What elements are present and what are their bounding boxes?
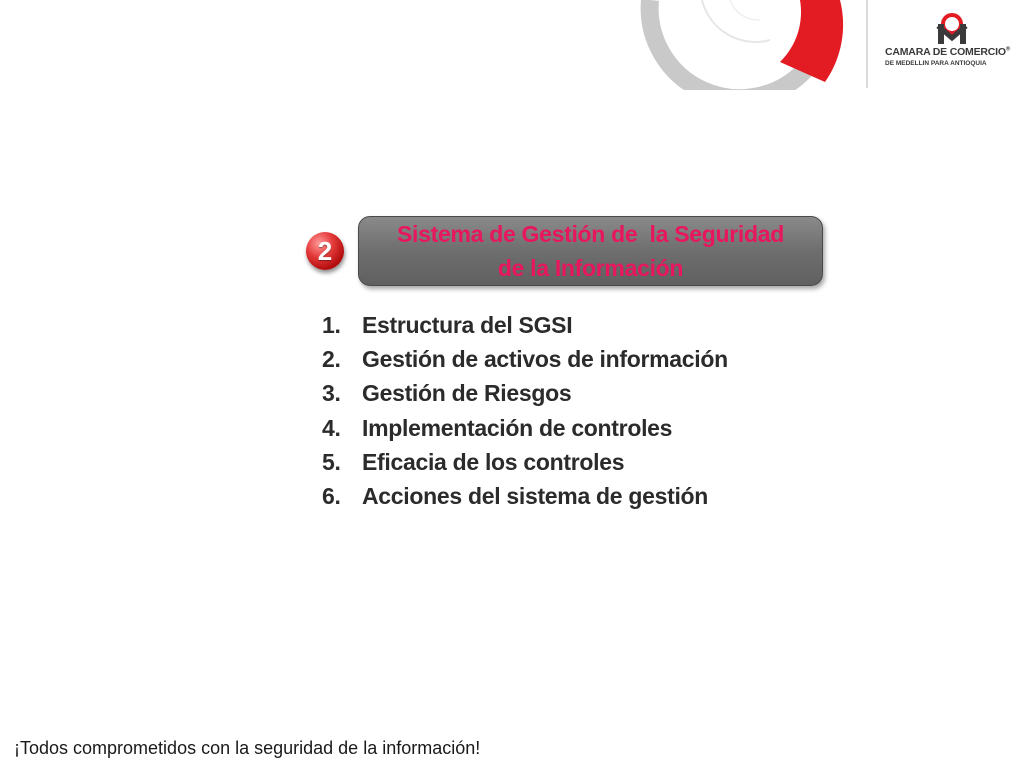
- logo-divider: [866, 0, 868, 88]
- decorative-arcs: [630, 0, 870, 90]
- list-item: 6. Acciones del sistema de gestión: [322, 482, 709, 509]
- inner-thin-arc-2: [730, 0, 760, 20]
- list-item: 4. Implementación de controles: [322, 414, 673, 441]
- agenda-list: [322, 308, 728, 513]
- list-item: 2. Gestión de activos de información: [322, 346, 728, 373]
- red-wedge: [780, 0, 843, 82]
- section-title-box: [358, 216, 823, 286]
- footer-slogan: ¡Todos comprometidos con la seguridad de la información!: [14, 738, 481, 758]
- logo-text-line1: CAMARA DE COMERCIO®: [885, 46, 1011, 58]
- list-item: 5. Eficacia de los controles: [322, 448, 625, 475]
- gray-ring-arc: [650, 0, 805, 90]
- inner-thin-arc: [702, 0, 770, 42]
- section-title: [371, 217, 811, 285]
- camara-de-comercio-logo-icon: [932, 12, 972, 46]
- logo-text-line2: DE MEDELLIN PARA ANTIOQUIA: [885, 60, 987, 67]
- company-logo: [880, 10, 1020, 80]
- section-number-badge: 2: [306, 232, 344, 270]
- list-item: 1. Estructura del SGSI: [322, 312, 573, 338]
- section-title-line1: Sistema de Gestión de la Seguridad: [396, 221, 784, 247]
- section-title-line2: de la Información: [497, 255, 684, 281]
- list-item: 3. Gestión de Riesgos: [322, 380, 572, 407]
